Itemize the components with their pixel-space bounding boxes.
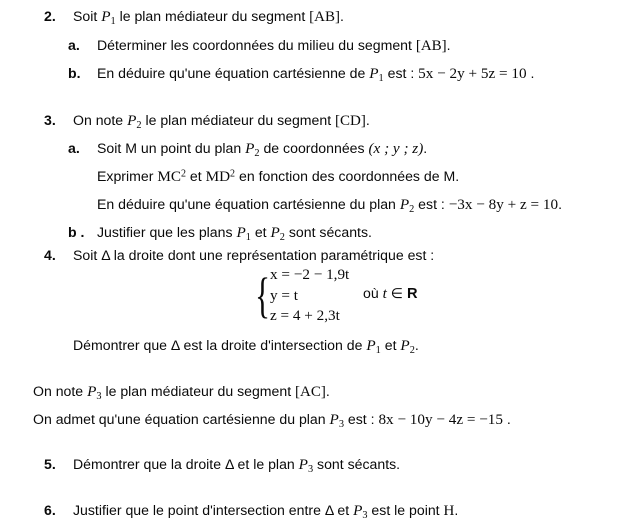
subitem-letter-3b: b . bbox=[68, 224, 85, 240]
system-brace: { bbox=[255, 266, 270, 323]
set-reals: R bbox=[406, 286, 418, 302]
expression-md-squared: $MD^2$ bbox=[205, 168, 236, 185]
system-equation-x: x = −2 − 1,9t bbox=[270, 266, 350, 283]
system-equations bbox=[270, 265, 349, 327]
parameter-t: t bbox=[382, 285, 387, 302]
subitem-letter-3a: a. bbox=[68, 140, 80, 156]
parametric-system bbox=[246, 265, 349, 327]
interlude-line-1: On note $P_3$ le plan médiateur du segment [AC]. bbox=[33, 383, 330, 402]
subitem-3a-line-1: Soit M un point du plan $P_2$ de coordonnées (x ; y ; z). bbox=[97, 140, 428, 159]
item-3-stem: On note $P_2$ le plan médiateur du segment [CD]. bbox=[73, 112, 370, 131]
item-5-text: Démontrer que la droite Δ et le plan $P_3$ sont sécants. bbox=[73, 456, 401, 475]
subitem-2b-text: En déduire qu'une équation cartésienne de $P_1$ est : 5x − 2y + 5z = 10 . bbox=[97, 65, 535, 84]
item-6-text: Justifier que le point d'intersection entre Δ et $P_3$ est le point H. bbox=[73, 502, 459, 521]
system-equation-z: z = 4 + 2,3t bbox=[270, 307, 340, 325]
subitem-3a-line-2: Exprimer $MC^2$ et $MD^2$ en fonction des coordonnées de M. bbox=[97, 168, 460, 185]
plane-symbol-p1: $P_1$ bbox=[369, 65, 384, 84]
item-4-stem: Soit Δ la droite dont une représentation paramétrique est : bbox=[73, 247, 435, 263]
equation-plane-p1: 5x − 2y + 5z = 10 bbox=[418, 65, 527, 82]
item-2-stem-suffix: le plan médiateur du segment bbox=[115, 8, 310, 24]
item-2-stem-end: . bbox=[340, 8, 344, 24]
system-equation-y: y = t bbox=[270, 286, 298, 304]
plane-symbol-p3: $P_3$ bbox=[87, 383, 102, 402]
plane-symbol-p2: $P_2$ bbox=[270, 224, 285, 243]
plane-symbol-p2: $P_2$ bbox=[127, 112, 142, 131]
item-number-4: 4. bbox=[44, 247, 56, 263]
segment-cd: [CD] bbox=[335, 113, 366, 129]
item-number-3: 3. bbox=[44, 112, 56, 128]
line-symbol-delta: Δ bbox=[224, 456, 234, 472]
plane-symbol-p3: $P_3$ bbox=[329, 411, 344, 430]
equation-plane-p2: −3x − 8y + z = 10 bbox=[448, 196, 559, 213]
subitem-letter-2a: a. bbox=[68, 37, 80, 53]
interlude-line-2: On admet qu'une équation cartésienne du plan $P_3$ est : 8x − 10y − 4z = −15 . bbox=[33, 411, 511, 430]
subitem-2a-text: Déterminer les coordonnées du milieu du segment [AB]. bbox=[97, 37, 451, 54]
plane-symbol-p3: $P_3$ bbox=[298, 456, 314, 475]
segment-ab: [AB] bbox=[415, 38, 447, 54]
coordinates-triple: (x ; y ; z) bbox=[368, 140, 424, 157]
segment-ab: [AB] bbox=[309, 9, 340, 25]
plane-symbol-p1: $P_1$ bbox=[366, 337, 381, 356]
segment-ac: [AC] bbox=[295, 384, 326, 400]
plane-symbol-p2: $P_2$ bbox=[245, 140, 260, 159]
item-2-stem bbox=[73, 8, 344, 27]
plane-symbol-p3: $P_3$ bbox=[353, 502, 368, 521]
plane-symbol-p1: $P_1$ bbox=[101, 8, 116, 27]
subitem-3b-text: Justifier que les plans $P_1$ et $P_2$ sont sécants. bbox=[97, 224, 372, 243]
item-2-stem-prefix: Soit bbox=[73, 8, 102, 24]
plane-symbol-p2: $P_2$ bbox=[399, 196, 415, 215]
line-symbol-delta: Δ bbox=[170, 337, 180, 353]
item-number-5: 5. bbox=[44, 456, 56, 472]
plane-symbol-p1: $P_1$ bbox=[236, 224, 251, 243]
item-number-2: 2. bbox=[44, 8, 56, 24]
line-symbol-delta: Δ bbox=[101, 247, 110, 263]
subitem-letter-2b: b. bbox=[68, 65, 81, 81]
point-h: H bbox=[443, 503, 455, 519]
item-4-closing: Démontrer que Δ est la droite d'intersection de $P_1$ et $P_2$. bbox=[73, 337, 419, 356]
system-parameter-condition: où t ∈ R bbox=[363, 285, 418, 302]
expression-mc-squared: $MC^2$ bbox=[157, 168, 186, 185]
item-number-6: 6. bbox=[44, 502, 56, 518]
subitem-3a-line-3: En déduire qu'une équation cartésienne du plan $P_2$ est : −3x − 8y + z = 10. bbox=[97, 196, 563, 215]
equation-plane-p3: 8x − 10y − 4z = −15 bbox=[378, 411, 503, 428]
plane-symbol-p2: $P_2$ bbox=[400, 337, 415, 356]
line-symbol-delta: Δ bbox=[324, 502, 334, 518]
